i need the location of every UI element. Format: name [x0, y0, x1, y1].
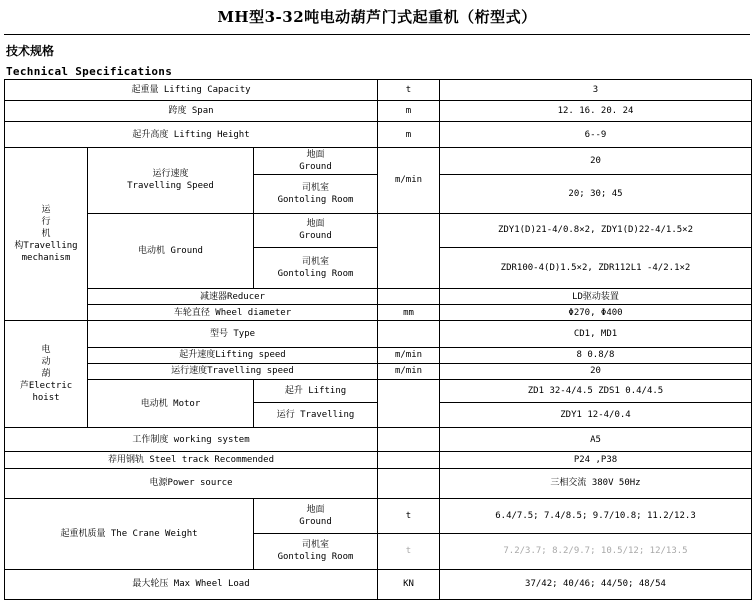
span-unit: m: [378, 101, 440, 122]
power-source-label: 电源Power source: [5, 468, 378, 498]
label-line: 地面: [306, 505, 325, 516]
table-row: [5, 305, 752, 321]
max-wheel-load-label: 最大轮压 Max Wheel Load: [5, 569, 378, 599]
hoist-travelling-speed-label: 运行速度Travelling speed: [88, 363, 378, 379]
page-title: MH型3-32吨电动葫芦门式起重机（桁型式）: [217, 8, 537, 26]
lifting-height-value: 6--9: [440, 122, 752, 147]
max-wheel-load-value: 37/42; 40/46; 44/50; 48/54: [440, 569, 752, 599]
span-value: 12. 16. 20. 24: [440, 101, 752, 122]
label-line: Ground: [299, 231, 332, 242]
label-line: Gontoling Room: [277, 195, 354, 206]
hoist-travelling-speed-unit: m/min: [378, 363, 440, 379]
travelling-motor-label: 电动机 Ground: [88, 214, 254, 289]
travelling-motor-unit: [378, 214, 440, 289]
working-system-unit: [378, 428, 440, 452]
working-system-label: 工作制度 working system: [5, 428, 378, 452]
lifting-height-label: 起升高度 Lifting Height: [5, 122, 378, 147]
hoist-motor-unit: [378, 379, 440, 427]
crane-weight-cab-unit: t: [378, 534, 440, 569]
group-line: 机: [41, 228, 51, 239]
speed-cab-label: [254, 174, 378, 213]
motor-ground-label: [254, 214, 378, 247]
group-line: 电: [41, 345, 51, 356]
travelling-speed-cab-value: 20; 30; 45: [440, 174, 752, 213]
speed-ground-label: [254, 147, 378, 174]
label-line: Travelling Speed: [127, 181, 214, 192]
label-line: 运行速度: [152, 169, 189, 180]
power-source-unit: [378, 468, 440, 498]
crane-weight-cab-label: [254, 534, 378, 569]
travelling-motor-cab-value: ZDR100-4(D)1.5×2, ZDR112L1 -4/2.1×2: [440, 247, 752, 288]
wheel-diameter-value: Φ270, Φ400: [440, 305, 752, 321]
hoist-motor-lifting-label: 起升 Lifting: [254, 379, 378, 402]
lifting-capacity-unit: t: [378, 80, 440, 101]
group-line: 葫: [41, 369, 51, 380]
table-row: [5, 214, 752, 247]
hoist-type-value: CD1, MD1: [440, 321, 752, 347]
table-row: [5, 569, 752, 599]
crane-weight-ground-label: [254, 498, 378, 533]
hoist-lifting-speed-label: 起升速度Lifting speed: [88, 347, 378, 363]
table-row: [5, 428, 752, 452]
title-divider: [4, 34, 750, 35]
electric-hoist-group-label: [5, 321, 88, 428]
group-line: hoist: [32, 393, 60, 404]
crane-weight-unit: t: [378, 498, 440, 533]
travelling-speed-ground-value: 20: [440, 147, 752, 174]
steel-track-value: P24 ,P38: [440, 452, 752, 468]
lifting-height-unit: m: [378, 122, 440, 147]
group-line: 芦Electric: [19, 381, 73, 392]
travelling-speed-unit: m/min: [378, 147, 440, 214]
table-row: [5, 101, 752, 122]
table-row: [5, 452, 752, 468]
motor-cab-label: [254, 247, 378, 288]
power-source-value: 三相交流 380V 50Hz: [440, 468, 752, 498]
table-row: [5, 498, 752, 533]
table-row: [5, 379, 752, 402]
group-line: 行: [41, 216, 51, 227]
spec-table: [4, 79, 752, 600]
lifting-capacity-label: 起重量 Lifting Capacity: [5, 80, 378, 101]
hoist-lifting-speed-value: 8 0.8/8: [440, 347, 752, 363]
hoist-motor-label: 电动机 Motor: [88, 379, 254, 427]
table-row: [5, 468, 752, 498]
working-system-value: A5: [440, 428, 752, 452]
travelling-motor-ground-value: ZDY1(D)21-4/0.8×2, ZDY1(D)22-4/1.5×2: [440, 214, 752, 247]
travelling-mechanism-group-label: [5, 147, 88, 321]
label-line: Ground: [299, 161, 332, 172]
heading-chinese: 技术规格: [6, 44, 55, 58]
label-line: 司机室: [301, 540, 329, 551]
steel-track-unit: [378, 452, 440, 468]
crane-weight-label: 起重机质量 The Crane Weight: [5, 498, 254, 569]
steel-track-label: 荐用钢轨 Steel track Recommended: [5, 452, 378, 468]
reducer-unit: [378, 288, 440, 304]
crane-weight-cab-value: 7.2/3.7; 8.2/9.7; 10.5/12; 12/13.5: [440, 534, 752, 569]
hoist-type-unit: [378, 321, 440, 347]
table-row: [5, 147, 752, 174]
wheel-diameter-label: 车轮直径 Wheel diameter: [88, 305, 378, 321]
group-line: 构Travelling: [14, 240, 78, 251]
table-row: [5, 288, 752, 304]
travelling-speed-label: [88, 147, 254, 214]
lifting-capacity-value: 3: [440, 80, 752, 101]
hoist-motor-travelling-value: ZDY1 12-4/0.4: [440, 403, 752, 428]
label-line: 地面: [306, 219, 325, 230]
table-row: [5, 363, 752, 379]
label-line: Ground: [299, 517, 332, 528]
table-row: [5, 80, 752, 101]
hoist-motor-travelling-label: 运行 Travelling: [254, 403, 378, 428]
hoist-lifting-speed-unit: m/min: [378, 347, 440, 363]
table-row: [5, 321, 752, 347]
hoist-type-label: 型号 Type: [88, 321, 378, 347]
label-line: 司机室: [301, 256, 329, 267]
table-row: [5, 122, 752, 147]
hoist-travelling-speed-value: 20: [440, 363, 752, 379]
group-line: 运: [41, 204, 51, 215]
crane-weight-ground-value: 6.4/7.5; 7.4/8.5; 9.7/10.8; 11.2/12.3: [440, 498, 752, 533]
heading-english: Technical Specifications: [6, 65, 173, 78]
reducer-value: LD驱动装置: [440, 288, 752, 304]
hoist-motor-lifting-value: ZD1 32-4/4.5 ZDS1 0.4/4.5: [440, 379, 752, 402]
wheel-diameter-unit: mm: [378, 305, 440, 321]
label-line: 地面: [306, 149, 325, 160]
reducer-label: 减速器Reducer: [88, 288, 378, 304]
group-line: 动: [41, 357, 51, 368]
label-line: Gontoling Room: [277, 268, 354, 279]
label-line: 司机室: [301, 183, 329, 194]
label-line: Gontoling Room: [277, 552, 354, 563]
group-line: mechanism: [21, 252, 71, 263]
max-wheel-load-unit: KN: [378, 569, 440, 599]
span-label: 跨度 Span: [5, 101, 378, 122]
table-row: [5, 347, 752, 363]
